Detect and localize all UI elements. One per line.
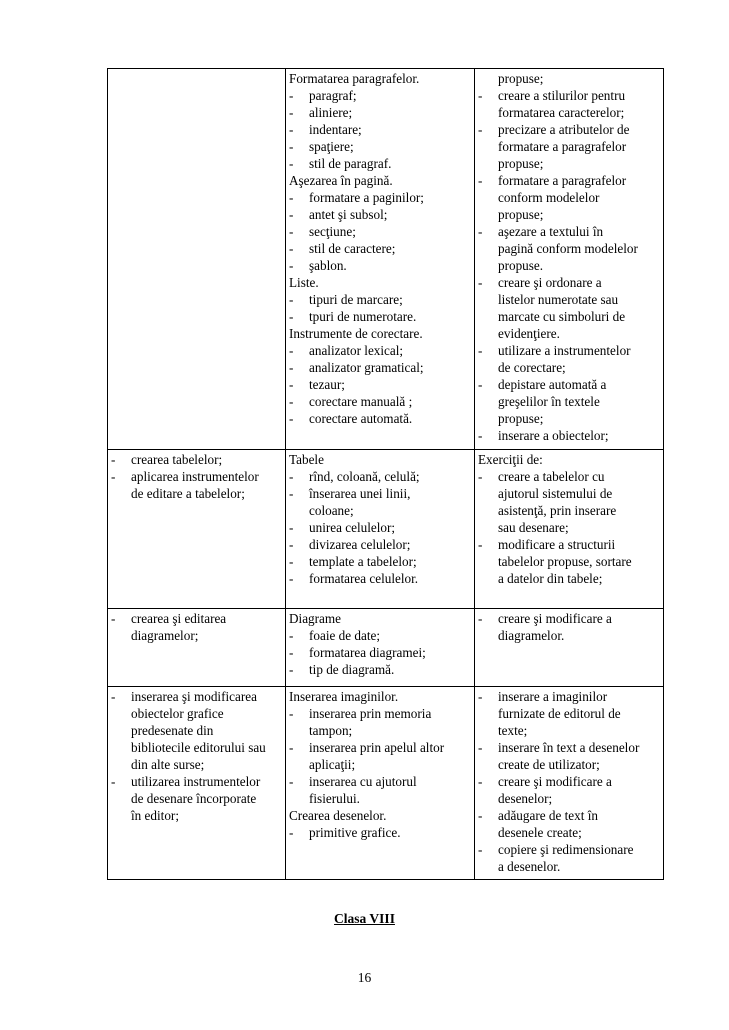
list-item: - paragraf; — [289, 87, 472, 104]
list-item-continuation: bibliotecile editorului sau — [131, 740, 266, 755]
competence-cell — [108, 687, 286, 880]
activity-cell — [475, 687, 664, 880]
list-item: - utilizare a instrumentelor — [478, 342, 661, 359]
list-item: - formatare a paragrafelor — [478, 172, 661, 189]
list-item-continuation: în editor; — [131, 808, 179, 823]
list-item-continuation: de corectare; — [498, 360, 566, 375]
activity-cell — [475, 69, 664, 450]
list-item: - inserarea şi modificarea — [111, 688, 283, 705]
curriculum-table-body — [108, 69, 664, 880]
list-item: - template a tabelelor; — [289, 553, 472, 570]
list-item: - crearea tabelelor; — [111, 451, 283, 468]
list-item-continuation: conform modelelor — [498, 190, 600, 205]
list-item-continuation: desenelor; — [498, 791, 553, 806]
list-item: - utilizarea instrumentelor — [111, 773, 283, 790]
list-item: - formatare a paginilor; — [289, 189, 472, 206]
list-item-continuation: obiectelor grafice — [131, 706, 224, 721]
subheading: Instrumente de corectare. — [289, 326, 423, 341]
list-item-continuation: propuse; — [498, 71, 544, 86]
list-item: - tezaur; — [289, 376, 472, 393]
list-item: - creare şi ordonare a — [478, 274, 661, 291]
activity-cell — [475, 609, 664, 687]
subheading: Tabele — [289, 452, 324, 467]
list-item: - corectare automată. — [289, 410, 472, 427]
list-item: - stil de paragraf. — [289, 155, 472, 172]
list-item: - secţiune; — [289, 223, 472, 240]
list-item: - inserarea prin apelul altor — [289, 739, 472, 756]
competence-cell — [108, 609, 286, 687]
list-item-continuation: tampon; — [309, 723, 353, 738]
list-item: - corectare manuală ; — [289, 393, 472, 410]
list-item: - antet şi subsol; — [289, 206, 472, 223]
list-item: - aplicarea instrumentelor — [111, 468, 283, 485]
list-item: - depistare automată a — [478, 376, 661, 393]
list-item: - precizare a atributelor de — [478, 121, 661, 138]
list-item-continuation: aplicaţii; — [309, 757, 356, 772]
list-item: - creare şi modificare a — [478, 773, 661, 790]
section-heading: Clasa VIII — [334, 911, 395, 926]
content-cell — [286, 687, 475, 880]
list-item: - primitive grafice. — [289, 824, 472, 841]
competence-cell — [108, 450, 286, 609]
list-item: - crearea şi editarea — [111, 610, 283, 627]
list-item: - foaie de date; — [289, 627, 472, 644]
list-item: - spaţiere; — [289, 138, 472, 155]
list-item: - unirea celulelor; — [289, 519, 472, 536]
list-item: - inserare a obiectelor; — [478, 427, 661, 444]
list-item: - formatarea diagramei; — [289, 644, 472, 661]
list-item-continuation: ajutorul sistemului de — [498, 486, 613, 501]
list-item-continuation: sau desenare; — [498, 520, 569, 535]
page-number: 16 — [357, 970, 372, 985]
list-item: - tipuri de marcare; — [289, 291, 472, 308]
list-item-continuation: propuse; — [498, 411, 544, 426]
list-item-continuation: din alte surse; — [131, 757, 205, 772]
content-cell — [286, 450, 475, 609]
list-item: - şablon. — [289, 257, 472, 274]
list-item-continuation: formatarea caracterelor; — [498, 105, 625, 120]
subheading: Aşezarea în pagină. — [289, 173, 393, 188]
list-item: - adăugare de text în — [478, 807, 661, 824]
list-item-continuation: formatare a paragrafelor — [498, 139, 627, 154]
list-item: - inserarea cu ajutorul — [289, 773, 472, 790]
list-item: - copiere şi redimensionare — [478, 841, 661, 858]
list-item: - indentare; — [289, 121, 472, 138]
table-row — [108, 69, 664, 450]
list-item-continuation: greşelilor în textele — [498, 394, 600, 409]
list-item-continuation: coloane; — [309, 503, 354, 518]
list-item-continuation: propuse; — [498, 156, 544, 171]
list-item-continuation: a desenelor. — [498, 859, 561, 874]
list-item: - creare a tabelelor cu — [478, 468, 661, 485]
competence-cell — [108, 69, 286, 450]
list-item: - aşezare a textului în — [478, 223, 661, 240]
list-item-continuation: marcate cu simboluri de — [498, 309, 626, 324]
list-item: - aliniere; — [289, 104, 472, 121]
subheading: Crearea desenelor. — [289, 808, 387, 823]
list-item: - rînd, coloană, celulă; — [289, 468, 472, 485]
list-item-continuation: listelor numerotate sau — [498, 292, 619, 307]
list-item: - creare a stilurilor pentru — [478, 87, 661, 104]
list-item: - formatarea celulelor. — [289, 570, 472, 587]
list-item-continuation: propuse. — [498, 258, 544, 273]
list-item-continuation: fisierului. — [309, 791, 360, 806]
list-item: - divizarea celulelor; — [289, 536, 472, 553]
list-item-continuation: de desenare încorporate — [131, 791, 257, 806]
list-item-continuation: desenele create; — [498, 825, 582, 840]
curriculum-table — [107, 68, 664, 880]
list-item: - stil de caractere; — [289, 240, 472, 257]
subheading: Formatarea paragrafelor. — [289, 71, 420, 86]
table-row — [108, 450, 664, 609]
list-item: - modificare a structurii — [478, 536, 661, 553]
list-item: - inserarea prin memoria — [289, 705, 472, 722]
subheading: Inserarea imaginilor. — [289, 689, 399, 704]
subheading: Exerciţii de: — [478, 452, 543, 467]
content-cell — [286, 69, 475, 450]
activity-cell — [475, 450, 664, 609]
list-item-continuation: diagramelor. — [498, 628, 565, 643]
list-item-continuation: pagină conform modelelor — [498, 241, 638, 256]
list-item: - tpuri de numerotare. — [289, 308, 472, 325]
content-cell — [286, 609, 475, 687]
table-row — [108, 609, 664, 687]
table-row — [108, 687, 664, 880]
list-item: - tip de diagramă. — [289, 661, 472, 678]
subheading: Diagrame — [289, 611, 341, 626]
list-item-continuation: predesenate din — [131, 723, 214, 738]
list-item-continuation: tabelelor propuse, sortare — [498, 554, 632, 569]
list-item: - analizator lexical; — [289, 342, 472, 359]
list-item-continuation: asistenţă, prin inserare — [498, 503, 617, 518]
list-item-continuation: de editare a tabelelor; — [131, 486, 245, 501]
subheading: Liste. — [289, 275, 319, 290]
list-item-continuation: texte; — [498, 723, 528, 738]
list-item-continuation: evidenţiere. — [498, 326, 560, 341]
list-item-continuation: diagramelor; — [131, 628, 199, 643]
list-item-continuation: furnizate de editorul de — [498, 706, 621, 721]
list-item: - creare şi modificare a — [478, 610, 661, 627]
list-item: - analizator gramatical; — [289, 359, 472, 376]
list-item: - inserare în text a desenelor — [478, 739, 661, 756]
list-item-continuation: propuse; — [498, 207, 544, 222]
list-item: - înserarea unei linii, — [289, 485, 472, 502]
list-item-continuation: create de utilizator; — [498, 757, 600, 772]
list-item: - inserare a imaginilor — [478, 688, 661, 705]
list-item-continuation: a datelor din tabele; — [498, 571, 603, 586]
